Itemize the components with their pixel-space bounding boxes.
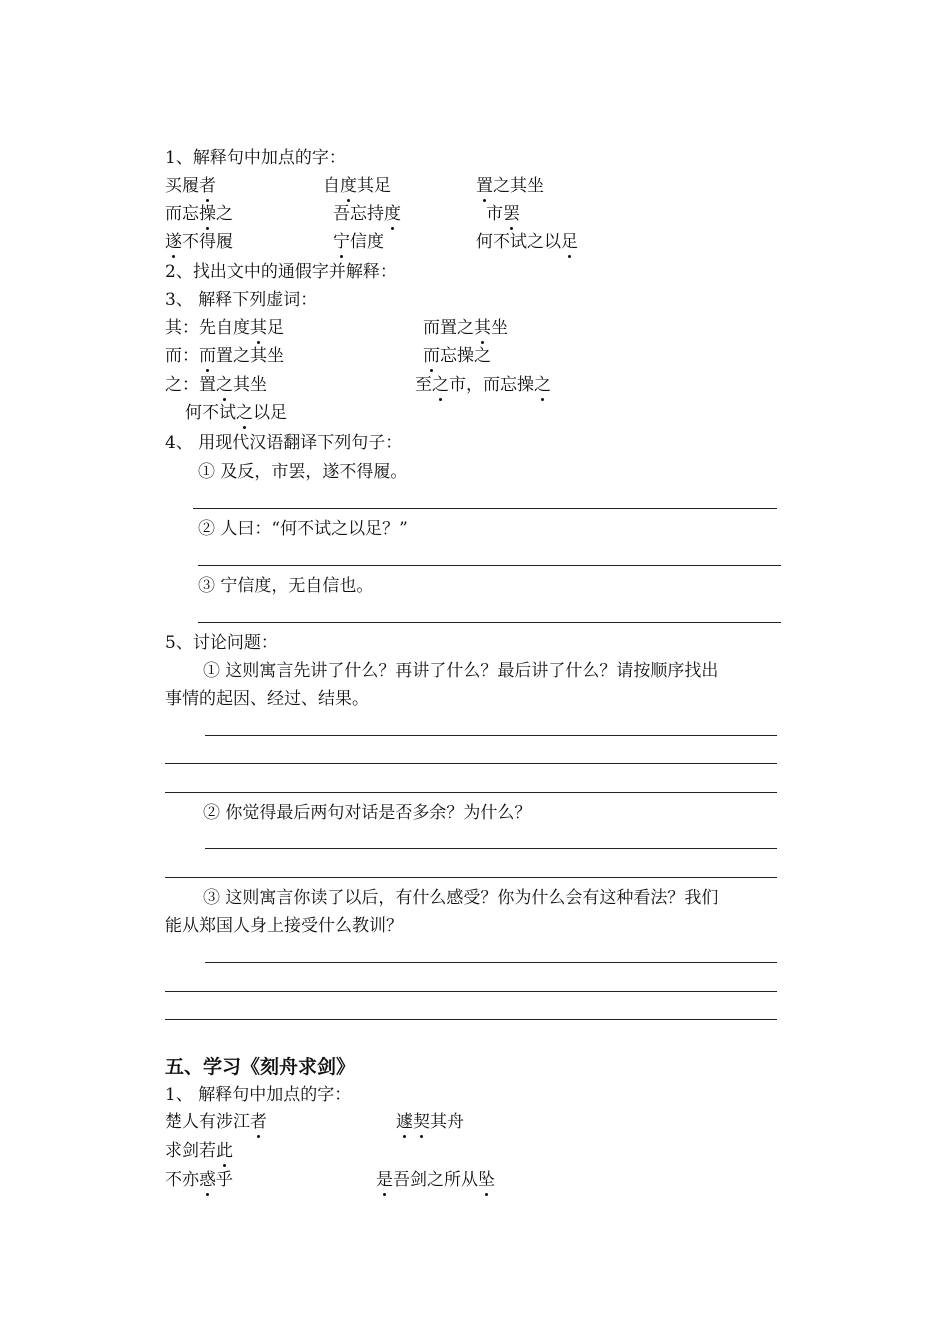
answer-line bbox=[193, 508, 777, 509]
answer-line bbox=[165, 991, 777, 992]
q4-sentence-2: ② 人曰：“何不试之以足？” bbox=[198, 519, 408, 539]
q1-r1-a: 买履者 bbox=[165, 176, 216, 196]
q5-title: 5、讨论问题： bbox=[165, 633, 278, 653]
q5-p1-line2: 事情的起因、经过、结果。 bbox=[165, 689, 369, 709]
q3-zhi-a: 之：置之其坐 bbox=[165, 375, 267, 395]
q4-title: 4、 用现代汉语翻译下列句子： bbox=[165, 433, 403, 453]
answer-line bbox=[198, 622, 781, 623]
q1-r2-a: 而忘操之 bbox=[165, 204, 233, 224]
section5-q1-title: 1、 解释句中加点的字： bbox=[165, 1085, 352, 1105]
q3-er-a: 而：而置之其坐 bbox=[165, 346, 284, 366]
q5-p3-line1: ③ 这则寓言你读了以后，有什么感受？你为什么会有这种看法？我们 bbox=[203, 888, 719, 908]
answer-line bbox=[165, 792, 777, 793]
q3-qi-a: 其：先自度其足 bbox=[165, 318, 284, 338]
answer-line bbox=[205, 962, 777, 963]
section5-item-a: 楚人有涉江者 bbox=[165, 1112, 267, 1132]
section5-item-d: 不亦惑乎 bbox=[165, 1170, 233, 1190]
q3-qi-b: 而置之其坐 bbox=[423, 318, 508, 338]
q1-r3-b: 宁信度 bbox=[333, 232, 384, 252]
q4-sentence-3: ③ 宁信度，无自信也。 bbox=[198, 576, 374, 596]
section5-item-e: 是吾剑之所从坠 bbox=[376, 1170, 495, 1190]
q5-p3-line2: 能从郑国人身上接受什么教训？ bbox=[165, 916, 403, 936]
section5-item-c: 求剑若此 bbox=[165, 1141, 233, 1161]
q3-zhi-c: 何不试之以足 bbox=[185, 403, 287, 423]
q3-zhi-b: 至之市，而忘操之 bbox=[415, 375, 551, 395]
q5-p1-line1: ① 这则寓言先讲了什么？再讲了什么？最后讲了什么？请按顺序找出 bbox=[203, 661, 719, 681]
q5-p2: ② 你觉得最后两句对话是否多余？为什么？ bbox=[203, 803, 532, 823]
answer-line bbox=[165, 877, 777, 878]
q1-r2-c: 市罢 bbox=[486, 204, 520, 224]
q3-er-b: 而忘操之 bbox=[423, 346, 491, 366]
section5-item-b: 遽契其舟 bbox=[396, 1112, 464, 1132]
q1-r3-a: 遂不得履 bbox=[165, 232, 233, 252]
q4-sentence-1: ① 及反，市罢，遂不得履。 bbox=[198, 462, 408, 482]
answer-line bbox=[205, 848, 777, 849]
q1-r1-b: 自度其足 bbox=[323, 176, 391, 196]
q1-r3-c: 何不试之以足 bbox=[476, 232, 578, 252]
answer-line bbox=[165, 1019, 777, 1020]
answer-line bbox=[165, 763, 777, 764]
answer-line bbox=[198, 565, 781, 566]
q2-title: 2、找出文中的通假字并解释： bbox=[165, 262, 397, 282]
q1-r1-c: 置之其坐 bbox=[476, 176, 544, 196]
section-heading: 五、学习《刻舟求剑》 bbox=[165, 1056, 356, 1078]
q1-title: 1、解释句中加点的字： bbox=[165, 148, 346, 168]
answer-line bbox=[205, 735, 777, 736]
q3-title: 3、 解释下列虚词： bbox=[165, 290, 318, 310]
q1-r2-b: 吾忘持度 bbox=[333, 204, 401, 224]
